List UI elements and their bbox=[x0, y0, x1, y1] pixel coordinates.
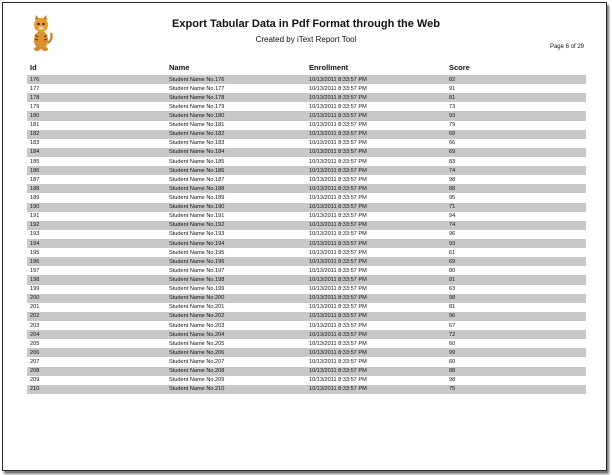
cell-id: 207 bbox=[30, 358, 40, 365]
cell-id: 209 bbox=[30, 377, 40, 384]
cell-id: 190 bbox=[30, 204, 40, 211]
cell-id: 182 bbox=[30, 131, 40, 138]
cell-enrollment: 10/13/2011 8:33:57 PM bbox=[309, 258, 367, 265]
table-row bbox=[27, 75, 586, 84]
cell-name: Student Name No.185 bbox=[169, 158, 225, 165]
cell-enrollment: 10/13/2011 8:33:57 PM bbox=[309, 194, 367, 201]
table-row bbox=[27, 230, 586, 239]
cell-name: Student Name No.200 bbox=[169, 295, 225, 302]
table-row bbox=[27, 93, 586, 102]
cell-id: 184 bbox=[30, 149, 40, 156]
cell-id: 200 bbox=[30, 295, 40, 302]
table-row bbox=[27, 257, 586, 266]
cell-enrollment: 10/13/2011 8:33:57 PM bbox=[309, 213, 367, 220]
cell-id: 177 bbox=[30, 85, 40, 92]
cell-name: Student Name No.195 bbox=[169, 249, 225, 256]
cell-score: 93 bbox=[449, 240, 456, 247]
cell-enrollment: 10/13/2011 8:33:57 PM bbox=[309, 286, 367, 293]
cell-name: Student Name No.184 bbox=[169, 149, 225, 156]
report-subtitle: Created by iText Report Tool bbox=[255, 35, 357, 44]
cell-name: Student Name No.188 bbox=[169, 185, 225, 192]
cell-name: Student Name No.204 bbox=[169, 331, 225, 338]
cell-id: 203 bbox=[30, 322, 40, 329]
column-header-enrollment: Enrollment bbox=[309, 63, 349, 72]
cell-id: 180 bbox=[30, 112, 40, 119]
cell-score: 75 bbox=[449, 386, 456, 393]
table-row bbox=[27, 102, 586, 111]
cell-score: 81 bbox=[449, 304, 456, 311]
cell-score: 69 bbox=[449, 258, 456, 265]
cell-name: Student Name No.197 bbox=[169, 267, 225, 274]
cell-id: 178 bbox=[30, 94, 40, 101]
report-title: Export Tabular Data in Pdf Format through the Web bbox=[172, 18, 440, 30]
cell-name: Student Name No.190 bbox=[169, 204, 225, 211]
table-row bbox=[27, 357, 586, 366]
cell-name: Student Name No.180 bbox=[169, 112, 225, 119]
cell-enrollment: 10/13/2011 8:33:57 PM bbox=[309, 331, 367, 338]
cell-id: 208 bbox=[30, 368, 40, 375]
cell-name: Student Name No.207 bbox=[169, 358, 225, 365]
table-row bbox=[27, 212, 586, 221]
table-row bbox=[27, 139, 586, 148]
cell-score: 74 bbox=[449, 222, 456, 229]
cell-enrollment: 10/13/2011 8:33:57 PM bbox=[309, 76, 367, 83]
cell-name: Student Name No.193 bbox=[169, 231, 225, 238]
cell-enrollment: 10/13/2011 8:33:57 PM bbox=[309, 94, 367, 101]
cell-name: Student Name No.177 bbox=[169, 85, 225, 92]
cell-score: 91 bbox=[449, 85, 456, 92]
cell-enrollment: 10/13/2011 8:33:57 PM bbox=[309, 112, 367, 119]
cell-score: 68 bbox=[449, 131, 456, 138]
cell-name: Student Name No.196 bbox=[169, 258, 225, 265]
cell-enrollment: 10/13/2011 8:33:57 PM bbox=[309, 240, 367, 247]
cell-name: Student Name No.186 bbox=[169, 167, 225, 174]
cell-enrollment: 10/13/2011 8:33:57 PM bbox=[309, 368, 367, 375]
cell-name: Student Name No.202 bbox=[169, 313, 225, 320]
cell-score: 67 bbox=[449, 322, 456, 329]
cell-id: 210 bbox=[30, 386, 40, 393]
cell-enrollment: 10/13/2011 8:33:57 PM bbox=[309, 85, 367, 92]
table-row bbox=[27, 203, 586, 212]
page-indicator: Page 6 of 29 bbox=[549, 44, 584, 50]
cell-enrollment: 10/13/2011 8:33:57 PM bbox=[309, 386, 367, 393]
cell-score: 94 bbox=[449, 213, 456, 220]
cell-id: 194 bbox=[30, 240, 40, 247]
cell-enrollment: 10/13/2011 8:33:57 PM bbox=[309, 249, 367, 256]
table-row bbox=[27, 339, 586, 348]
cell-enrollment: 10/13/2011 8:33:57 PM bbox=[309, 103, 367, 110]
table-row bbox=[27, 121, 586, 130]
table-body bbox=[27, 75, 586, 394]
cell-score: 81 bbox=[449, 94, 456, 101]
cell-id: 179 bbox=[30, 103, 40, 110]
cell-score: 88 bbox=[449, 368, 456, 375]
cell-score: 96 bbox=[449, 313, 456, 320]
cell-enrollment: 10/13/2011 8:33:57 PM bbox=[309, 304, 367, 311]
table-row bbox=[27, 266, 586, 275]
cell-score: 71 bbox=[449, 204, 456, 211]
table-row bbox=[27, 285, 586, 294]
cell-name: Student Name No.191 bbox=[169, 213, 225, 220]
cell-name: Student Name No.205 bbox=[169, 340, 225, 347]
table-header-row bbox=[27, 62, 586, 73]
table-row bbox=[27, 248, 586, 257]
cell-id: 199 bbox=[30, 286, 40, 293]
cell-enrollment: 10/13/2011 8:33:57 PM bbox=[309, 322, 367, 329]
table-row bbox=[27, 148, 586, 157]
cell-name: Student Name No.178 bbox=[169, 94, 225, 101]
cell-score: 79 bbox=[449, 122, 456, 129]
cell-enrollment: 10/13/2011 8:33:57 PM bbox=[309, 358, 367, 365]
cell-enrollment: 10/13/2011 8:33:57 PM bbox=[309, 377, 367, 384]
cell-id: 192 bbox=[30, 222, 40, 229]
cell-score: 60 bbox=[449, 340, 456, 347]
table-row bbox=[27, 130, 586, 139]
cell-enrollment: 10/13/2011 8:33:57 PM bbox=[309, 340, 367, 347]
cell-enrollment: 10/13/2011 8:33:57 PM bbox=[309, 158, 367, 165]
cell-name: Student Name No.192 bbox=[169, 222, 225, 229]
cell-id: 189 bbox=[30, 194, 40, 201]
cell-name: Student Name No.176 bbox=[169, 76, 225, 83]
cell-id: 201 bbox=[30, 304, 40, 311]
cell-enrollment: 10/13/2011 8:33:57 PM bbox=[309, 140, 367, 147]
cell-name: Student Name No.201 bbox=[169, 304, 225, 311]
cell-id: 176 bbox=[30, 76, 40, 83]
cell-score: 98 bbox=[449, 295, 456, 302]
cell-score: 95 bbox=[449, 194, 456, 201]
cell-name: Student Name No.208 bbox=[169, 368, 225, 375]
cell-enrollment: 10/13/2011 8:33:57 PM bbox=[309, 295, 367, 302]
table-row bbox=[27, 166, 586, 175]
table-row bbox=[27, 221, 586, 230]
cell-id: 196 bbox=[30, 258, 40, 265]
cell-score: 66 bbox=[449, 140, 456, 147]
table-row bbox=[27, 193, 586, 202]
cell-id: 198 bbox=[30, 276, 40, 283]
cell-name: Student Name No.198 bbox=[169, 276, 225, 283]
table-row bbox=[27, 84, 586, 93]
table-row bbox=[27, 303, 586, 312]
cell-id: 185 bbox=[30, 158, 40, 165]
cell-id: 186 bbox=[30, 167, 40, 174]
cell-name: Student Name No.181 bbox=[169, 122, 225, 129]
cell-score: 61 bbox=[449, 249, 456, 256]
cell-id: 181 bbox=[30, 122, 40, 129]
table-row bbox=[27, 330, 586, 339]
cell-score: 82 bbox=[449, 76, 456, 83]
cell-score: 72 bbox=[449, 331, 456, 338]
cell-enrollment: 10/13/2011 8:33:57 PM bbox=[309, 349, 367, 356]
table-row bbox=[27, 294, 586, 303]
table-row bbox=[27, 157, 586, 166]
table-row bbox=[27, 111, 586, 120]
cell-name: Student Name No.199 bbox=[169, 286, 225, 293]
cell-enrollment: 10/13/2011 8:33:57 PM bbox=[309, 267, 367, 274]
table-row bbox=[27, 312, 586, 321]
cell-enrollment: 10/13/2011 8:33:57 PM bbox=[309, 122, 367, 129]
cell-enrollment: 10/13/2011 8:33:57 PM bbox=[309, 276, 367, 283]
cell-name: Student Name No.206 bbox=[169, 349, 225, 356]
cell-enrollment: 10/13/2011 8:33:57 PM bbox=[309, 222, 367, 229]
cell-name: Student Name No.210 bbox=[169, 386, 225, 393]
cell-id: 193 bbox=[30, 231, 40, 238]
cell-enrollment: 10/13/2011 8:33:57 PM bbox=[309, 231, 367, 238]
cell-enrollment: 10/13/2011 8:33:57 PM bbox=[309, 149, 367, 156]
cell-enrollment: 10/13/2011 8:33:57 PM bbox=[309, 167, 367, 174]
student-table bbox=[27, 62, 586, 394]
cell-id: 187 bbox=[30, 176, 40, 183]
cell-score: 73 bbox=[449, 103, 456, 110]
cell-name: Student Name No.189 bbox=[169, 194, 225, 201]
cell-enrollment: 10/13/2011 8:33:57 PM bbox=[309, 131, 367, 138]
cell-id: 195 bbox=[30, 249, 40, 256]
cell-score: 60 bbox=[449, 358, 456, 365]
cell-id: 202 bbox=[30, 313, 40, 320]
table-row bbox=[27, 376, 586, 385]
cell-score: 80 bbox=[449, 267, 456, 274]
cell-name: Student Name No.187 bbox=[169, 176, 225, 183]
cell-id: 205 bbox=[30, 340, 40, 347]
cell-score: 96 bbox=[449, 231, 456, 238]
cell-name: Student Name No.179 bbox=[169, 103, 225, 110]
table-row bbox=[27, 275, 586, 284]
cell-score: 99 bbox=[449, 349, 456, 356]
cell-score: 98 bbox=[449, 377, 456, 384]
cell-name: Student Name No.203 bbox=[169, 322, 225, 329]
cell-score: 98 bbox=[449, 176, 456, 183]
cell-score: 88 bbox=[449, 185, 456, 192]
table-row bbox=[27, 367, 586, 376]
column-header-id: Id bbox=[30, 63, 37, 72]
table-row bbox=[27, 175, 586, 184]
table-row bbox=[27, 321, 586, 330]
table-row bbox=[27, 385, 586, 394]
cell-score: 83 bbox=[449, 158, 456, 165]
cell-name: Student Name No.209 bbox=[169, 377, 225, 384]
cell-id: 191 bbox=[30, 213, 40, 220]
cell-score: 74 bbox=[449, 167, 456, 174]
cell-id: 197 bbox=[30, 267, 40, 274]
cell-enrollment: 10/13/2011 8:33:57 PM bbox=[309, 204, 367, 211]
cell-id: 204 bbox=[30, 331, 40, 338]
column-header-name: Name bbox=[169, 63, 190, 72]
cell-name: Student Name No.183 bbox=[169, 140, 225, 147]
cell-enrollment: 10/13/2011 8:33:57 PM bbox=[309, 185, 367, 192]
cell-enrollment: 10/13/2011 8:33:57 PM bbox=[309, 176, 367, 183]
cell-score: 93 bbox=[449, 112, 456, 119]
table-row bbox=[27, 348, 586, 357]
cell-enrollment: 10/13/2011 8:33:57 PM bbox=[309, 313, 367, 320]
table-row bbox=[27, 184, 586, 193]
cell-id: 183 bbox=[30, 140, 40, 147]
cell-score: 81 bbox=[449, 276, 456, 283]
cell-name: Student Name No.182 bbox=[169, 131, 225, 138]
cell-score: 69 bbox=[449, 149, 456, 156]
column-header-score: Score bbox=[449, 63, 470, 72]
cell-id: 188 bbox=[30, 185, 40, 192]
cell-name: Student Name No.194 bbox=[169, 240, 225, 247]
cell-score: 63 bbox=[449, 286, 456, 293]
table-row bbox=[27, 239, 586, 248]
cell-id: 206 bbox=[30, 349, 40, 356]
